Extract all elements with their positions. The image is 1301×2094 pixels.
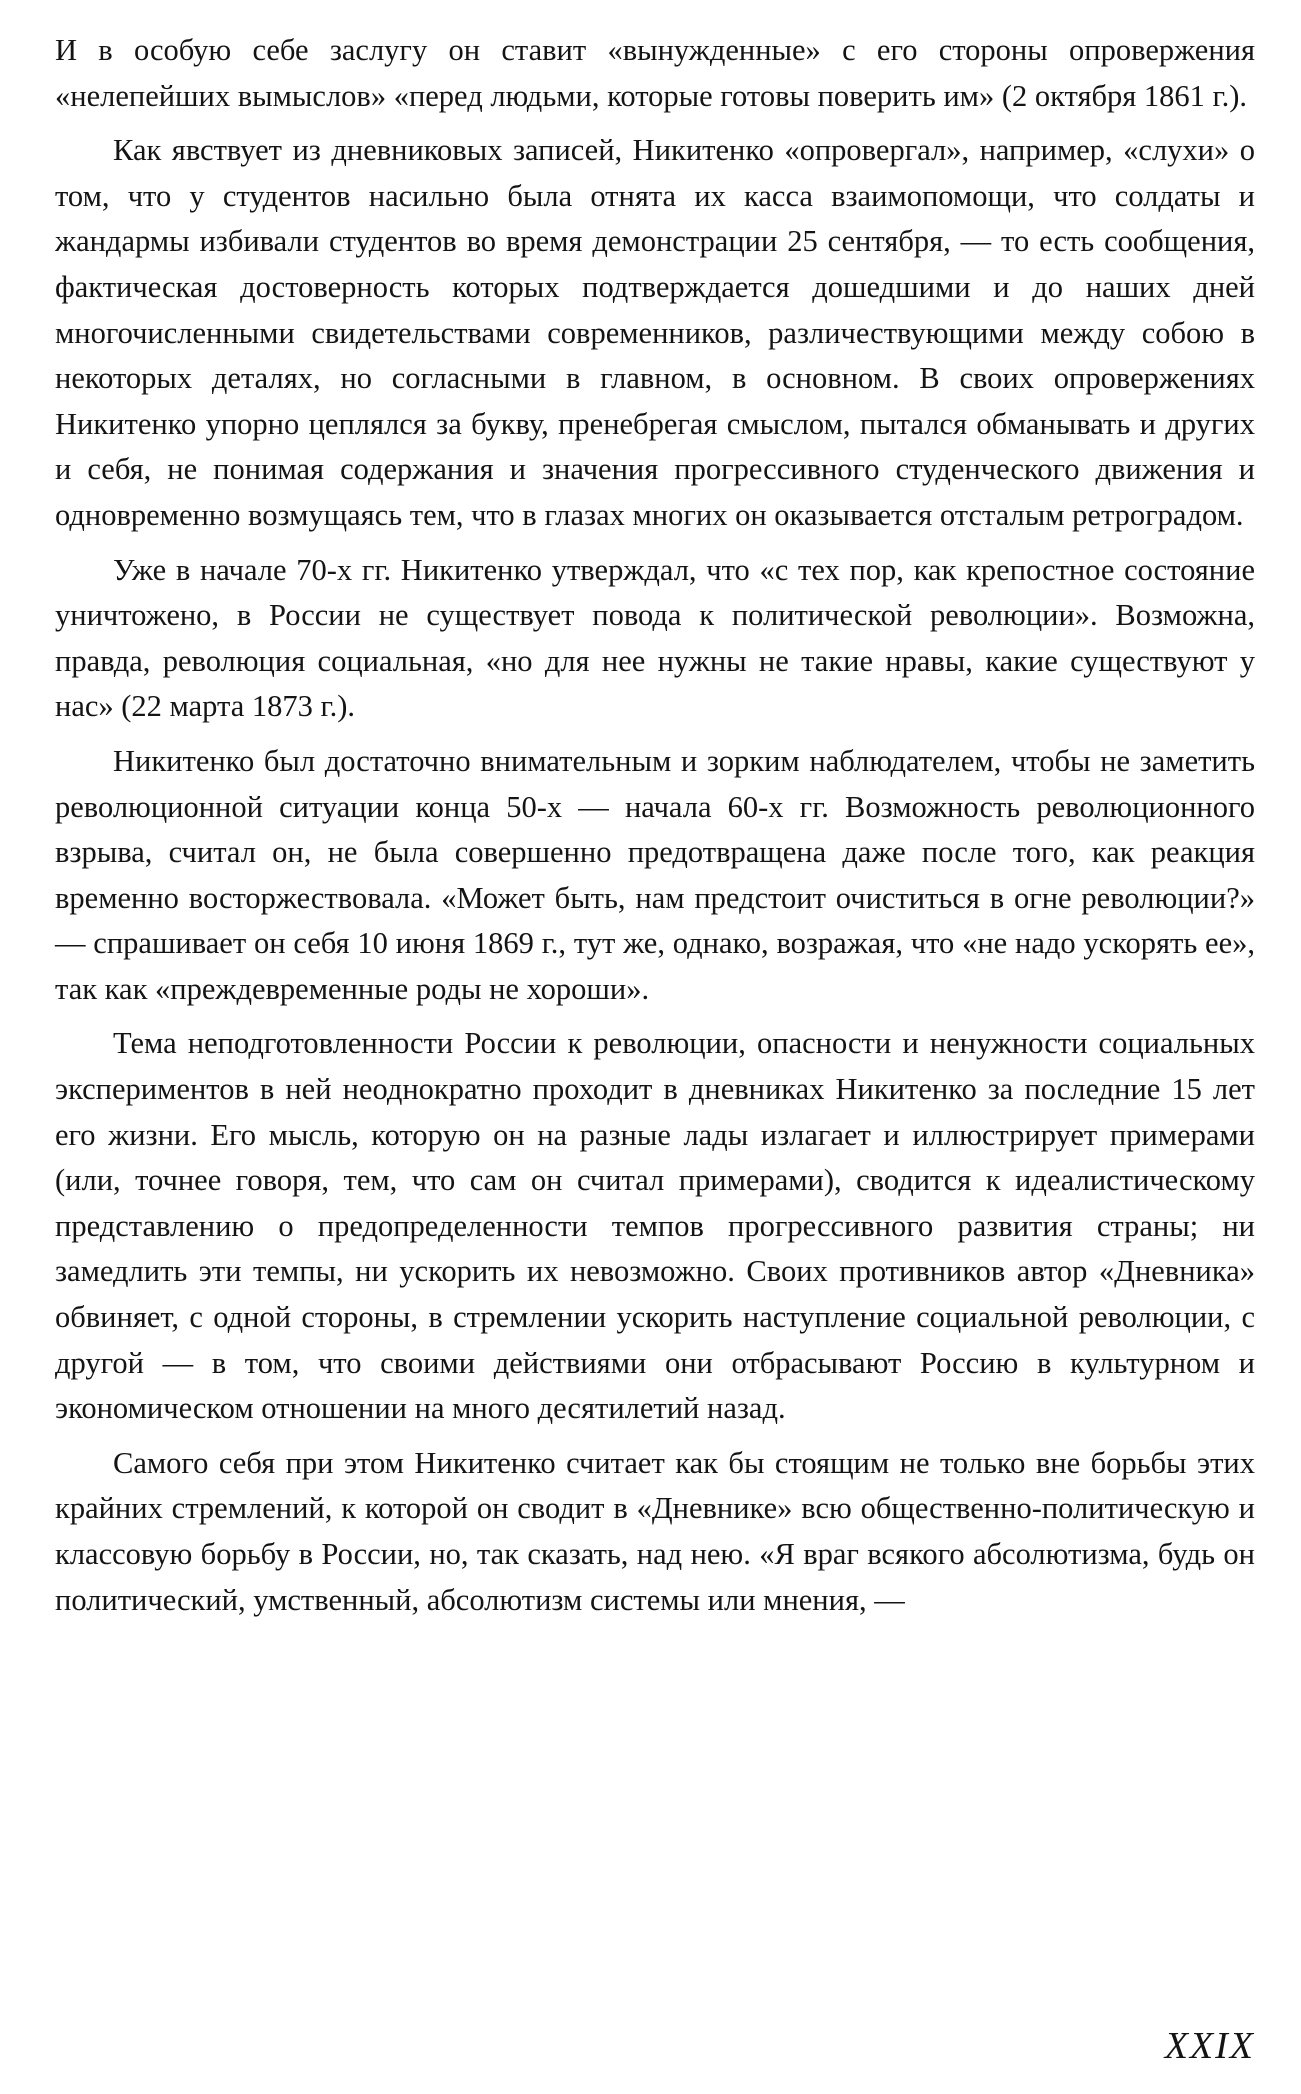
page-number: XXIX bbox=[1164, 2025, 1255, 2067]
paragraph-6: Самого себя при этом Никитенко считает как бы стоящим не только вне борьбы этих крайних стремлений, к которой он сводит в «Дневнике» всю общественно-политическую и классовую борьбу в России, но, так сказать, над нею. «Я враг всякого абсолютизма, будь он политический, умственный, абсолютизм системы или мнения, — bbox=[55, 1445, 1255, 1617]
page-body bbox=[55, 28, 1255, 1632]
paragraph-2: Как явствует из дневниковых записей, Никитенко «опровергал», например, «слухи» о том, что у студентов насильно была отнята их касса взаимопомощи, что солдаты и жандармы избивали студентов во время демонстрации 25 сентября, — то есть сообщения, фактическая достоверность которых подтверждается дошедшими и до наших дней многочисленными свидетельствами современников, различествующими между собою в некоторых деталях, но согласными в главном, в основном. В своих опровержениях Никитенко упорно цеплялся за букву, пренебрегая смыслом, пытался обманывать и других и себя, не понимая содержания и значения прогрессивного студенческого движения и одновременно возмущаясь тем, что в глазах многих он оказывается отсталым ретроградом. bbox=[55, 133, 1255, 532]
paragraph-4: Никитенко был достаточно внимательным и зорким наблюдателем, чтобы не заметить революционной ситуации конца 50-х — начала 60-х гг. Возможность революционного взрыва, считал он, не была совершенно предотвращена даже после того, как реакция временно восторжествовала. «Может быть, нам предстоит очиститься в огне революции?» — спрашивает он себя 10 июня 1869 г., тут же, однако, возражая, что «не надо ускорять ее», так как «преждевременные роды не хороши». bbox=[55, 743, 1255, 1006]
paragraph-1: И в особую себе заслугу он ставит «вынужденные» с его стороны опровержения «нелепейших вымыслов» «перед людьми, которые готовы поверить им» (2 октября 1861 г.). bbox=[55, 33, 1255, 113]
paragraph-3: Уже в начале 70-х гг. Никитенко утверждал, что «с тех пор, как крепостное состояние уничтожено, в России не существует повода к политической революции». Возможна, правда, революция социальная, «но для нее нужны не такие нравы, какие существуют у нас» (22 марта 1873 г.). bbox=[55, 552, 1255, 724]
paragraph-5: Тема неподготовленности России к революции, опасности и ненужности социальных экспериментов в ней неоднократно проходит в дневниках Никитенко за последние 15 лет его жизни. Его мысль, которую он на разные лады излагает и иллюстрирует примерами (или, точнее говоря, тем, что сам он считал примерами), сводится к идеалистическому представлению о предопределенности темпов прогрессивного развития страны; ни замедлить эти темпы, ни ускорить их невозможно. Своих противников автор «Дневника» обвиняет, с одной стороны, в стремлении ускорить наступление социальной революции, с другой — в том, что своими действиями они отбрасывают Россию в культурном и экономическом отношении на много десятилетий назад. bbox=[55, 1026, 1255, 1426]
